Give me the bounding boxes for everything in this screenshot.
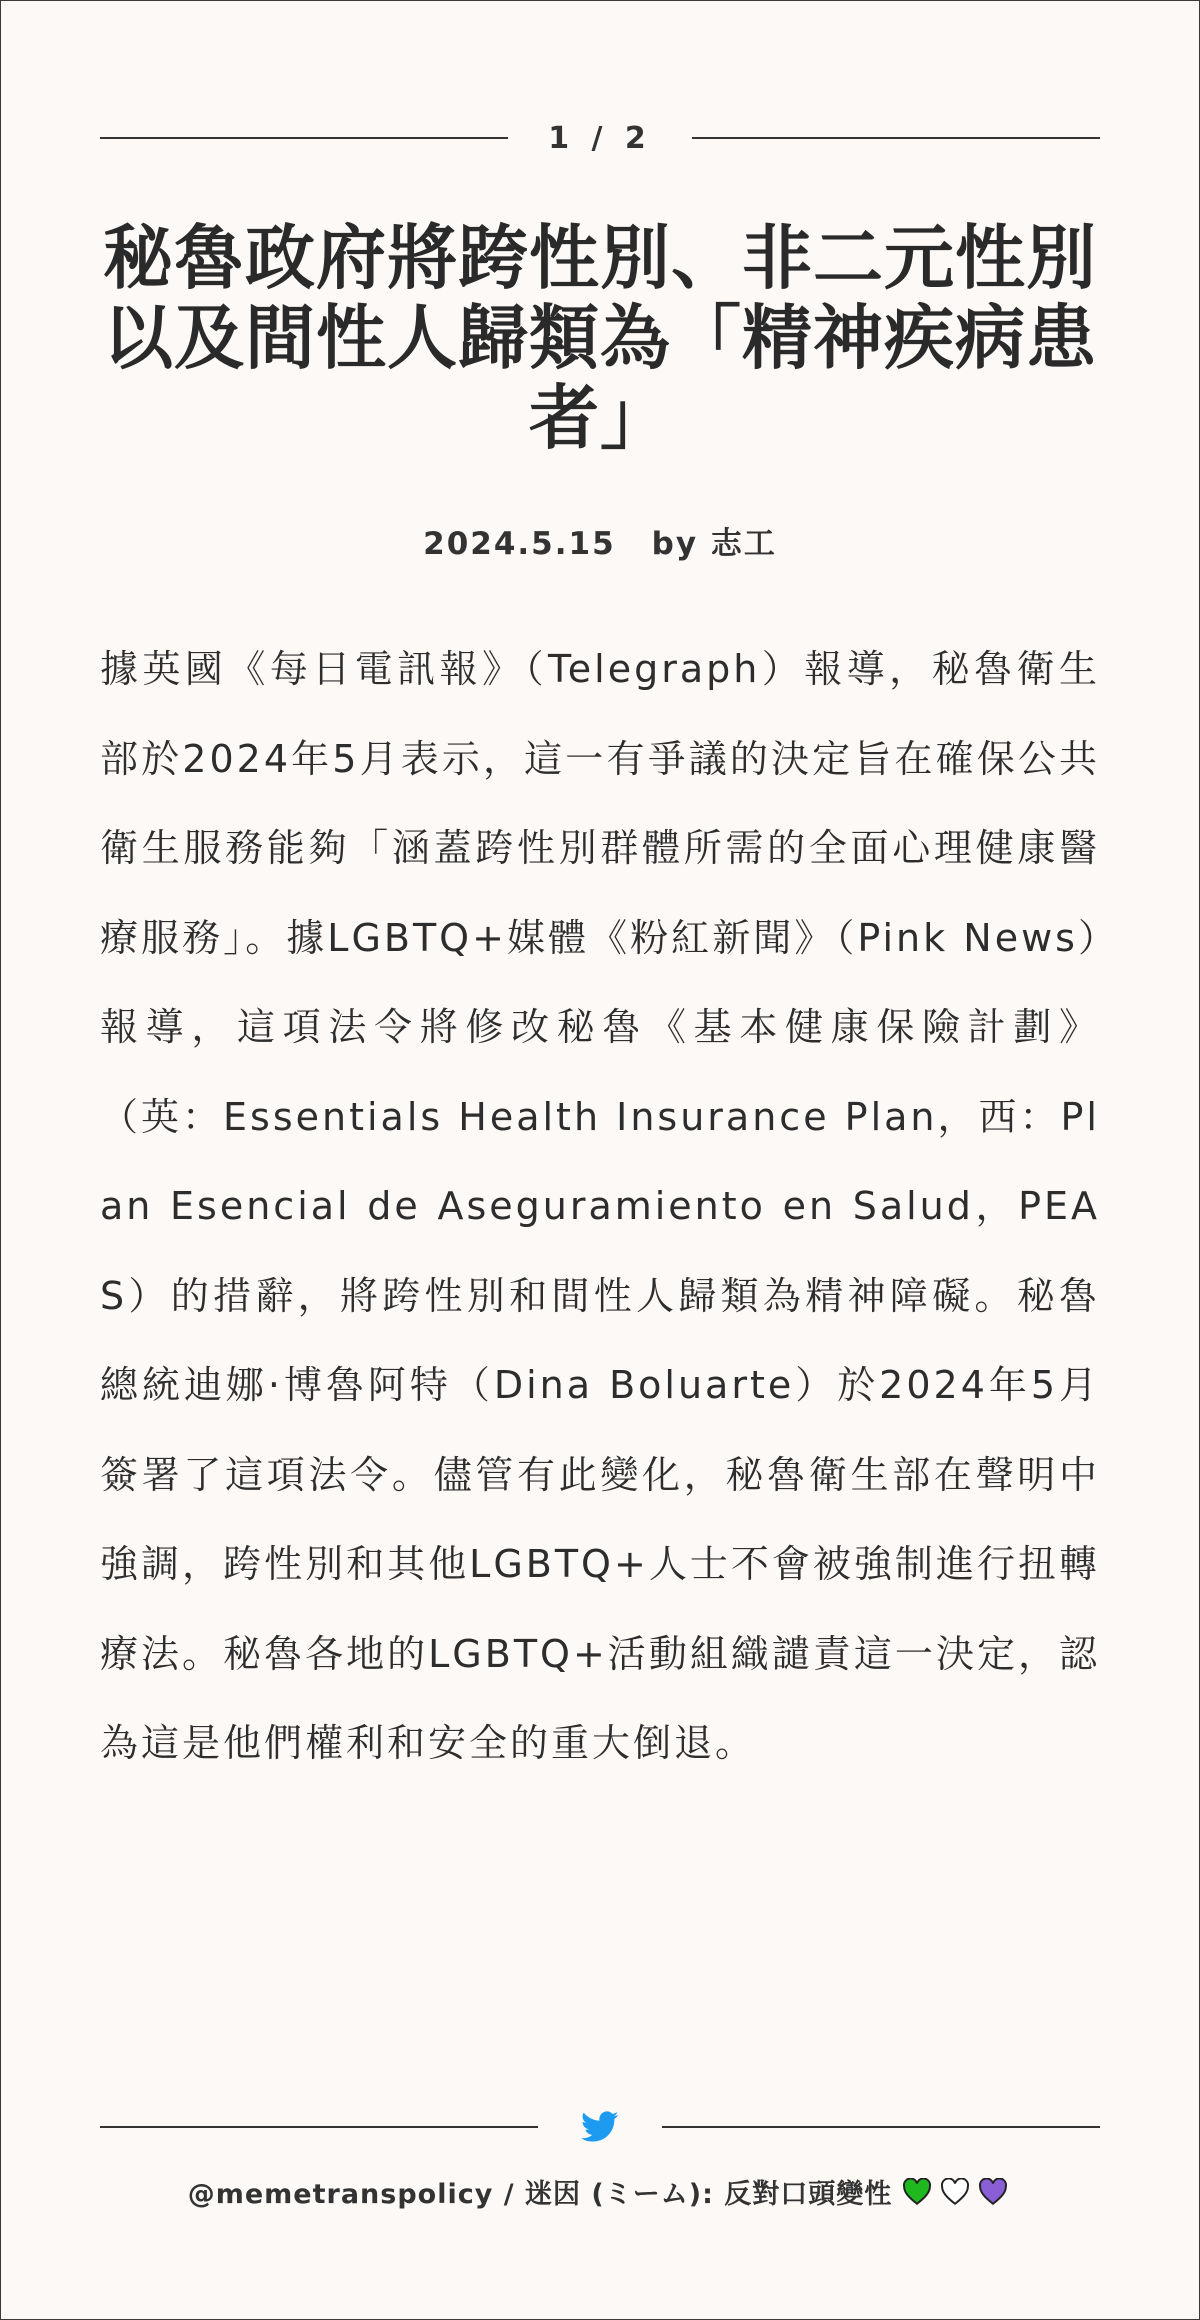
- twitter-bird-icon: [578, 2105, 622, 2149]
- article-meta: [100, 518, 1100, 563]
- footer-handle: @memetranspolicy / 迷因 (ミーム): 反對口頭變性: [187, 2179, 893, 2210]
- page-number: 1 / 2: [548, 120, 652, 156]
- footer-line-left: [100, 2126, 538, 2128]
- divider-line-left: [100, 137, 508, 139]
- article-title: 秘魯政府將跨性別、非二元性別以及間性人歸類為「精神疾病患者」: [103, 217, 1097, 459]
- article-author: by 志工: [651, 526, 777, 562]
- green-heart-icon: [902, 2178, 932, 2205]
- article-date: 2024.5.15: [423, 526, 616, 562]
- page-indicator: [100, 118, 1100, 158]
- article-body: 據英國《每日電訊報》（Telegraph）報導，秘魯衛生部於2024年5月表示，這一有爭議的決定旨在確保公共衛生服務能夠「涵蓋跨性別群體所需的全面心理健康醫療服務」。據LGBTQ+媒體《粉紅新聞》（Pink News）報導，這項法令將修改秘魯《基本健康保險計劃》（英：Essentials Health Insurance Plan，西：Plan Esencial de Aseguramiento en Salud，PEAS）的措辭，將跨性別和間性人歸類為精神障礙。秘魯總統迪娜·博魯阿特（Dina Boluarte）於2024年5月簽署了這項法令。儘管有此變化，秘魯衛生部在聲明中強調，跨性別和其他LGBTQ+人士不會被強制進行扭轉療法。秘魯各地的LGBTQ+活動組織譴責這一決定，認為這是他們權利和安全的重大倒退。: [100, 647, 1100, 1765]
- footer-divider: [100, 2105, 1100, 2149]
- divider-line-right: [692, 137, 1100, 139]
- purple-heart-icon: [978, 2178, 1008, 2205]
- white-heart-icon: [940, 2178, 970, 2205]
- heart-emojis: [898, 2178, 1012, 2205]
- footer-credit: [100, 2172, 1100, 2211]
- footer-line-right: [662, 2126, 1100, 2128]
